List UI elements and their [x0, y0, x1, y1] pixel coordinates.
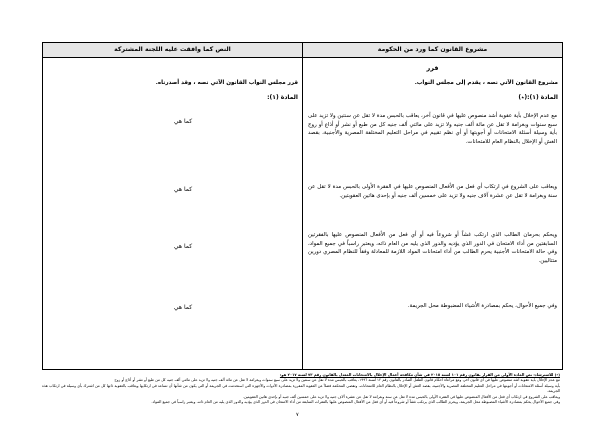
footnote-line: بأية وسيلة أسئلة الامتحانات أو أجوبتها في مراحل التعليم المختلفة المصرية والأجنبية، بقصد الغش أو الإخلال بالنظام العام للامتحانات، وتقضي المحكمة فضلاً عن العقوبة المقررة بمصادرة الأدوات والأجهزة التي استخدمت في الجريمة أو التي يكون من شأنها أن تساعد في ارتكابها ويعاقب بالعقوبة ذاتها كل من اشترك بأي وسيلة في ارتكاب هذه الجريمة.: [42, 383, 560, 394]
committee-text-header: النص كما وافقت عليه اللجنة المشتركة: [43, 43, 303, 58]
same-text-4: كما هي: [173, 304, 193, 311]
committee-text-cell: [43, 58, 303, 370]
footnote-line: مع عدم الإخلال بأية عقوبة أشد منصوص عليها في أي قانون آخر، ومع مراعاة أحكام قانون الطفل الصادر بالقانون رقم ١٢ لسنة ١٩٩٦، يعاقب بالحبس مدة لا تقل عن سنتين ولا تزيد على سبع سنوات وبغرامة لا تقل عن مائة ألف جنيه ولا تزيد على مائتي ألف جنيه كل من طبع أو نشر أو أذاع أو روج: [114, 378, 560, 383]
committee-article-label: المادة (١):: [267, 94, 298, 101]
draft-article-label: المادة (١):(٭): [518, 94, 558, 101]
same-text-2: كما هي: [173, 186, 193, 193]
footnotes: [42, 373, 560, 405]
paragraph-confiscation: وفي جميع الأحوال، يحكم بمصادرة الأشياء المضبوطة محل الجريمة.: [407, 303, 557, 309]
decision-word: قرر: [426, 64, 439, 72]
paragraph-attempt: ويعاقب على الشروع في ارتكاب أي فعل من الأفعال المنصوص عليها في الفقرة الأولى بالحبس مدة لا تقل عن سنة وبغرامة لا تقل عن عشرة آلاف جنيه ولا تزيد على خمسين ألف جنيه أو بإحدى هاتين العقوبتين.: [308, 184, 557, 199]
same-text-1: كما هي: [173, 118, 193, 125]
footnote-heading: (٭) للاسترشاد: نص المادة الأولى من القرار بقانون رقم ١٠١ لسنة ٢٠١٥ في شأن مكافحة أعمال الإخلال بالامتحانات المعدل بالقانون رقم ٧٣ لسنة ٢٠١٧ هو:: [279, 373, 560, 377]
committee-title: قرر مجلس النواب القانون الآتي نصه ، وقد أصدرناه.: [155, 80, 298, 86]
government-draft-header: مشروع القانون كما ورد من الحكومة: [303, 43, 563, 58]
government-draft-cell: [303, 58, 563, 370]
footnote-line: ويعاقب على الشروع في ارتكاب أي فعل من الأفعال المنصوص عليها في الفقرة الأولى بالحبس مدة لا تقل عن سنة وبغرامة لا تقل عن عشرة آلاف جنيه ولا تزيد على خمسين ألف جنيه أو بإحدى هاتين العقوبتين.: [242, 394, 560, 399]
footnote-line: وفي جميع الأحوال يحكم بمصادرة الأشياء المضبوطة محل الجريمة، ويحرم الطالب الذي يرتكب غشاً أو شروعاً فيه أو أي فعل من الأفعال المنصوص عليها بالفقرات السابقة من أداء الامتحان في الدور الذي يؤديه والدور الذي يليه من العام ذاته، ويعتبر راسباً في جميع المواد.: [151, 400, 560, 405]
draft-title: مشروع القانون الآتي نصه ، يقدم إلى مجلس النواب.: [414, 80, 558, 86]
comparison-table: [42, 42, 563, 370]
paragraph-penalty: مع عدم الإخلال بأية عقوبة أشد منصوص عليها في قانون آخر، يعاقب بالحبس مدة لا تقل عن سنتين ولا تزيد على سبع سنوات وبغرامة لا تقل عن مائة ألف جنيه ولا تزيد على مائتي ألف جنيه كل من طبع أو نشر أو أذاع أو روج بأية وسيلة أسئلة الامتحانات أو أجوبتها أو أي نظم تقييم في مراحل التعليم المختلفة المصرية والأجنبية، بقصد الغش أو الإخلال بالنظام العام للامتحانات.: [308, 113, 557, 145]
same-text-3: كما هي: [173, 243, 193, 250]
paragraph-deprivation: ويحكم بحرمان الطالب الذي ارتكب غشاً أو شروعاً فيه أو أي فعل من الأفعال المنصوص عليها بالفقرتين السابقتين من أداء الامتحان في الدور الذي يؤديه والدور الذي يليه من العام ذاته، ويعتبر راسباً في جميع المواد، وفي حالة الامتحانات الأجنبية يحرم الطالب من أداء امتحانات المواد اللازمة للمعادلة وفقاً للنظام المصري دورين متتاليين.: [308, 232, 557, 264]
page-number: ٧: [296, 412, 299, 418]
